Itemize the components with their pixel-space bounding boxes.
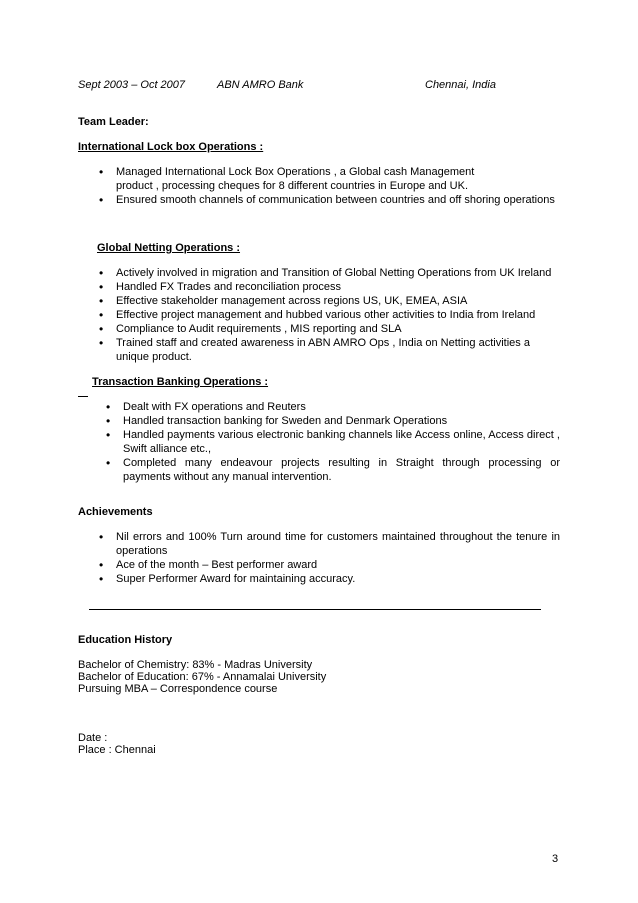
role-title: Team Leader: (78, 116, 149, 128)
achievements-heading: Achievements (78, 506, 153, 518)
employer-name: ABN AMRO Bank (217, 79, 304, 91)
section-divider (89, 609, 541, 610)
transaction-heading: Transaction Banking Operations : (92, 376, 269, 388)
lockbox-list (78, 165, 560, 207)
education-line: Pursuing MBA – Correspondence course (78, 683, 278, 695)
list-item: • Super Performer Award for maintaining accuracy. (78, 572, 560, 586)
list-item: • Completed many endeavour projects resulting in Straight through processing or payments without any manual intervention. (85, 456, 560, 484)
achievements-list (78, 530, 560, 586)
list-item: • Handled payments various electronic banking channels like Access online, Access direct , Swift alliance etc., (85, 428, 560, 456)
education-line: Bachelor of Education: 67% - Annamalai University (78, 671, 327, 683)
page-number: 3 (552, 853, 559, 865)
transaction-list (85, 400, 560, 484)
list-item: • Ensured smooth channels of communication between countries and off shoring operations (78, 193, 560, 207)
list-item: • Actively involved in migration and Transition of Global Netting Operations from UK Ireland (78, 266, 561, 280)
list-item: • Handled transaction banking for Sweden and Denmark Operations (85, 414, 560, 428)
list-item: • Nil errors and 100% Turn around time for customers maintained throughout the tenure in operations (78, 530, 560, 558)
list-item: • Effective stakeholder management across regions US, UK, EMEA, ASIA (78, 294, 561, 308)
list-item: • Effective project management and hubbed various other activities to India from Ireland (78, 308, 561, 322)
education-heading: Education History (78, 634, 173, 646)
employment-location: Chennai, India (425, 79, 496, 91)
list-item: • Managed International Lock Box Operations , a Global cash Management product , processing cheques for 8 different countries in Europe and UK. (78, 165, 560, 193)
stray-mark (78, 396, 88, 397)
netting-heading: Global Netting Operations : (97, 242, 241, 254)
list-item: • Trained staff and created awareness in ABN AMRO Ops , India on Netting activities a unique product. (78, 336, 561, 364)
list-item: • Handled FX Trades and reconciliation process (78, 280, 561, 294)
list-item: • Dealt with FX operations and Reuters (85, 400, 560, 414)
lockbox-heading: International Lock box Operations : (78, 141, 264, 153)
list-item: • Ace of the month – Best performer award (78, 558, 560, 572)
education-line: Bachelor of Chemistry: 83% - Madras University (78, 659, 313, 671)
date-label: Date : (78, 732, 108, 744)
netting-list (78, 266, 561, 364)
list-item: • Compliance to Audit requirements , MIS reporting and SLA (78, 322, 561, 336)
place-label: Place : Chennai (78, 744, 156, 756)
employment-dates: Sept 2003 – Oct 2007 (78, 79, 186, 91)
